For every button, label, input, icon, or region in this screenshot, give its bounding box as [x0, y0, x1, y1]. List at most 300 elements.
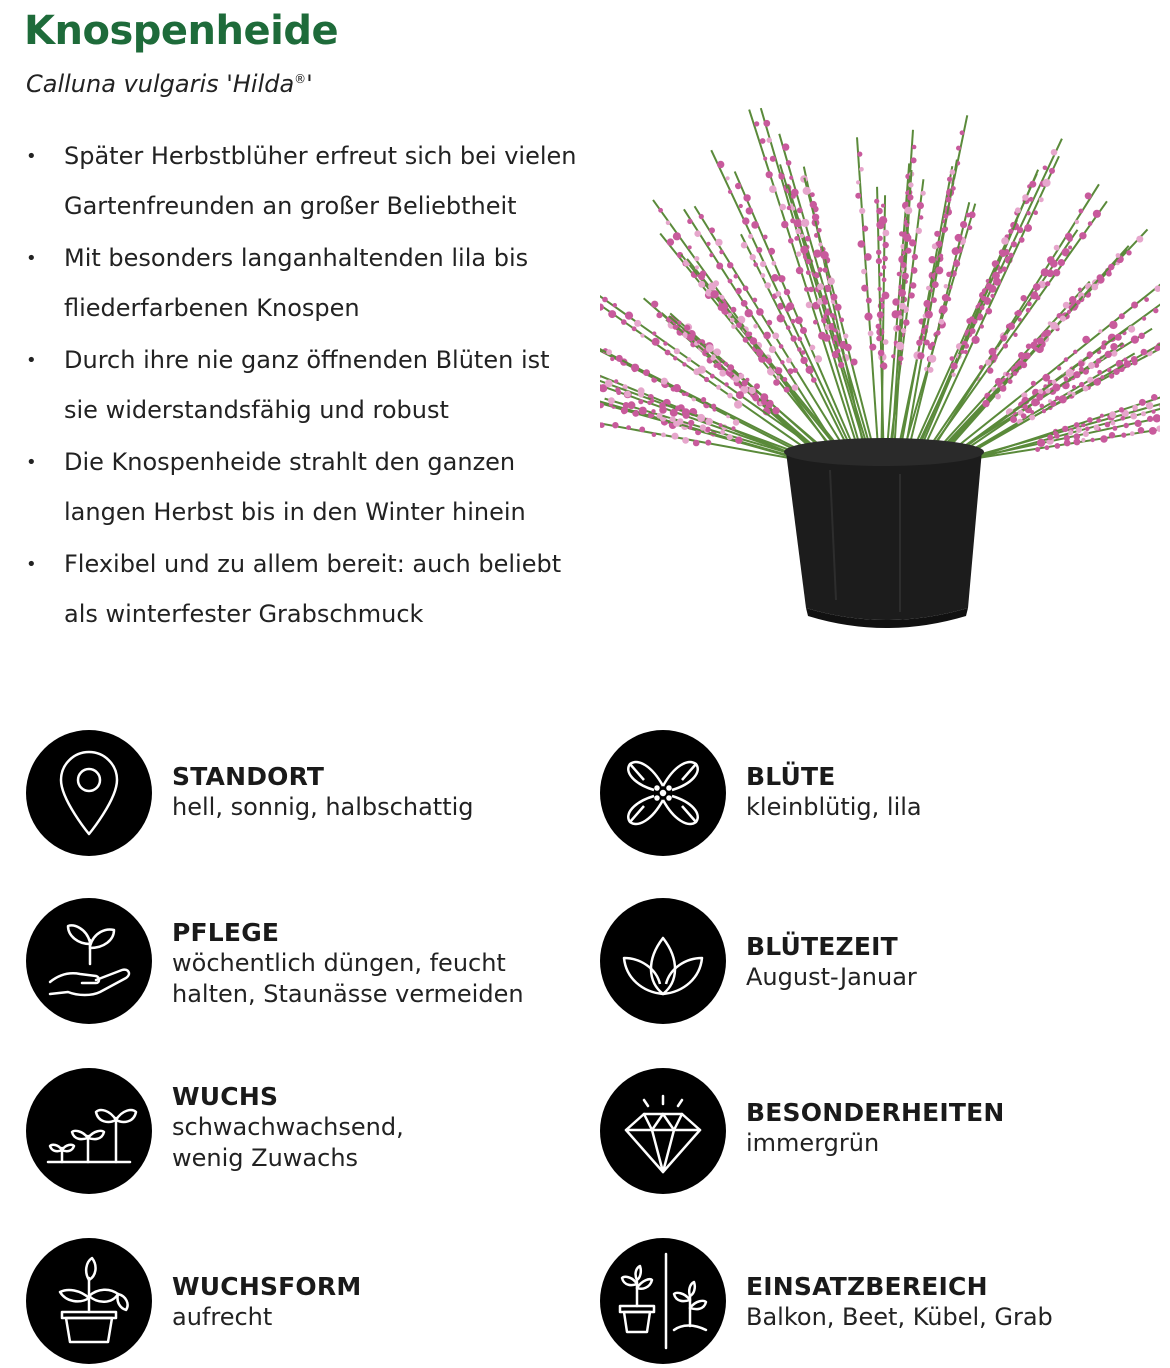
heather-bud	[836, 349, 841, 354]
heather-bud	[1001, 335, 1007, 341]
heather-bud	[673, 356, 677, 360]
heather-bud	[743, 286, 749, 292]
heather-bud	[982, 400, 989, 407]
heather-bud	[612, 422, 618, 428]
heather-bud	[903, 319, 910, 326]
heather-bud	[1121, 416, 1126, 421]
heather-bud	[1068, 430, 1073, 435]
heather-bud	[600, 304, 604, 311]
heather-bud	[786, 357, 792, 363]
heather-bud	[615, 387, 620, 392]
heather-bud	[1019, 237, 1025, 243]
heather-bud	[919, 215, 923, 219]
heather-bud	[1088, 221, 1093, 226]
heather-bud	[711, 354, 715, 358]
feature-value: hell, sonnig, halbschattig	[172, 792, 592, 823]
heather-bud	[910, 282, 916, 288]
heather-bud	[947, 177, 952, 182]
heather-bud	[1087, 417, 1093, 423]
heather-bud	[864, 253, 872, 261]
heather-bud	[876, 250, 881, 255]
feature-wuchs	[26, 1068, 586, 1198]
heather-bud	[745, 332, 751, 338]
heather-bud	[1038, 389, 1043, 394]
heather-bud	[742, 380, 748, 386]
heather-bud	[811, 377, 817, 383]
heather-bud	[1064, 357, 1069, 362]
heather-bud	[1023, 404, 1028, 409]
heather-bud	[928, 355, 936, 363]
heather-bud	[1031, 381, 1036, 386]
heather-bud	[663, 341, 667, 345]
heather-bud	[902, 273, 909, 280]
heather-bud	[1026, 211, 1030, 215]
heather-bud	[631, 364, 639, 372]
heather-bud	[1144, 297, 1149, 302]
heather-bud	[820, 251, 828, 259]
heather-bud	[728, 190, 732, 194]
heather-bud	[706, 242, 710, 246]
heather-bud	[789, 176, 793, 180]
feature-heading: BESONDERHEITEN	[746, 1098, 1166, 1128]
heather-bud	[950, 169, 956, 175]
heather-bud	[1045, 281, 1050, 286]
feature-value: wenig Zuwachs	[172, 1143, 592, 1174]
heather-bud	[939, 254, 943, 258]
heather-bud	[720, 303, 728, 311]
heather-bud	[670, 416, 676, 422]
heather-bud	[1151, 394, 1158, 401]
heather-bud	[858, 240, 866, 248]
heather-bud	[1112, 426, 1117, 431]
heather-bud	[1116, 253, 1121, 258]
heather-bud	[1015, 207, 1021, 213]
heather-bud	[966, 213, 971, 218]
heather-bud	[808, 287, 814, 293]
heather-bud	[810, 201, 817, 208]
heather-bud	[800, 327, 807, 334]
heather-bud	[643, 370, 649, 376]
heather-bud	[699, 214, 704, 219]
heather-bud	[742, 217, 749, 224]
feature-value: August-Januar	[746, 962, 1166, 993]
heather-bud	[1054, 433, 1060, 439]
bullet-item	[24, 336, 604, 435]
heather-bud	[880, 363, 885, 368]
heather-bud	[823, 334, 831, 342]
heather-bud	[1135, 420, 1142, 427]
heather-bud	[1035, 447, 1040, 452]
heather-bud	[815, 355, 823, 363]
heather-bud	[1053, 269, 1060, 276]
heather-bud	[1050, 401, 1056, 407]
heather-bud	[766, 401, 773, 408]
heather-bud	[688, 245, 692, 249]
heather-bud	[1079, 367, 1084, 372]
feature-value: aufrecht	[172, 1302, 592, 1333]
heather-bud	[993, 278, 1001, 286]
heather-bud	[1067, 310, 1071, 314]
heather-bud	[684, 325, 690, 331]
heather-bud	[1108, 264, 1114, 270]
heather-bud	[743, 194, 750, 201]
heather-bud	[909, 292, 915, 298]
heather-bud	[745, 309, 753, 317]
heather-bud	[1073, 438, 1080, 445]
heather-bud	[735, 183, 741, 189]
heather-bud	[1090, 438, 1094, 442]
heather-bud	[944, 284, 949, 289]
heather-bud	[999, 250, 1006, 257]
heather-bud	[1072, 392, 1076, 396]
heather-bud	[717, 161, 724, 168]
heather-bud	[727, 262, 733, 268]
heather-bud	[964, 350, 968, 354]
heather-bud	[1081, 438, 1085, 442]
heather-bud	[951, 186, 956, 191]
heather-bud	[936, 330, 941, 335]
heather-bud	[869, 344, 876, 351]
heather-bud	[1073, 350, 1077, 354]
heather-bud	[791, 189, 799, 197]
heather-bud	[833, 328, 837, 332]
heather-bud	[753, 324, 758, 329]
heather-bud	[661, 378, 668, 385]
heather-bud	[700, 424, 706, 430]
heather-bud	[878, 350, 885, 357]
heather-bud	[901, 262, 907, 268]
heather-bud	[897, 272, 902, 277]
heather-bud	[666, 221, 671, 226]
heather-bud	[776, 375, 780, 379]
growing-sprouts-icon	[26, 1068, 152, 1194]
heather-bud	[951, 363, 958, 370]
heather-bud	[769, 185, 777, 193]
heather-bud	[1097, 370, 1102, 375]
plant-pot	[784, 438, 984, 628]
bullet-line: Durch ihre nie ganz öffnenden Blüten ist	[64, 346, 550, 374]
heather-bud	[892, 298, 899, 305]
heather-bud	[796, 251, 801, 256]
heather-bud	[907, 194, 913, 200]
heather-bud	[639, 427, 645, 433]
heather-bud	[651, 409, 655, 413]
heather-bud	[1064, 377, 1069, 382]
feature-heading: EINSATZBEREICH	[746, 1272, 1166, 1302]
heather-bud	[1113, 368, 1120, 375]
heather-bud	[677, 418, 684, 425]
heather-bud	[1124, 360, 1131, 367]
heather-bud	[1029, 181, 1036, 188]
heather-bud	[778, 275, 785, 282]
heather-bud	[911, 157, 917, 163]
heather-bud	[632, 326, 637, 331]
heather-bud	[633, 411, 639, 417]
heather-bud	[1130, 413, 1137, 420]
heather-bud	[1062, 426, 1068, 432]
heather-bud	[756, 247, 762, 253]
heather-bud	[796, 267, 804, 275]
heather-bud	[719, 423, 723, 427]
heather-bud	[1094, 425, 1100, 431]
heather-bud	[735, 437, 742, 444]
feature-value: schwachwachsend,	[172, 1112, 592, 1143]
heather-bud	[1141, 349, 1148, 356]
heather-bud	[868, 331, 874, 337]
heather-bud	[766, 171, 773, 178]
heather-bud	[1146, 402, 1154, 410]
heather-bud	[908, 182, 913, 187]
heather-bud	[1082, 336, 1090, 344]
heather-bud	[706, 418, 713, 425]
heather-bud	[1100, 435, 1107, 442]
heather-bud	[763, 235, 768, 240]
heather-bud	[1050, 322, 1058, 330]
heather-bud	[767, 320, 773, 326]
heather-bud	[724, 382, 728, 386]
heather-bud	[784, 289, 790, 295]
heather-bud	[748, 234, 753, 239]
diamond-icon	[600, 1068, 726, 1194]
heather-bud	[688, 426, 692, 430]
heather-bud	[779, 174, 785, 180]
heather-bud	[828, 278, 835, 285]
heather-bud	[960, 221, 967, 228]
heather-bud	[616, 355, 623, 362]
heather-bud	[1109, 321, 1117, 329]
heather-bud	[777, 314, 785, 322]
heather-bud	[912, 254, 918, 260]
heather-bud	[788, 368, 794, 374]
heather-bud	[675, 405, 681, 411]
heather-bud	[1119, 407, 1124, 412]
heather-bud	[963, 341, 968, 346]
heather-bud	[878, 303, 885, 310]
heather-bud	[931, 297, 937, 303]
heather-bud	[883, 242, 889, 248]
heather-bud	[1147, 416, 1153, 422]
heather-bud	[1093, 378, 1101, 386]
heather-bud	[678, 321, 682, 325]
heather-bud	[876, 336, 882, 342]
heather-bud	[626, 425, 631, 430]
heather-bud	[606, 349, 612, 355]
heather-bud	[1075, 220, 1079, 224]
heather-bud	[1054, 443, 1060, 449]
heather-bud	[1100, 375, 1104, 379]
heather-bud	[726, 176, 730, 180]
heather-bud	[1078, 288, 1082, 292]
heather-bud	[800, 234, 804, 238]
heather-bud	[1101, 344, 1107, 350]
heather-bud	[972, 336, 980, 344]
heather-bud	[1072, 385, 1076, 389]
heather-bud	[728, 279, 733, 284]
heather-plant-image	[600, 60, 1160, 640]
heather-bud	[830, 313, 835, 318]
heather-bud	[899, 303, 906, 310]
heather-bud	[876, 258, 882, 264]
heather-bud	[874, 199, 879, 204]
heather-bud	[602, 297, 608, 303]
botanical-name-end: '	[306, 70, 313, 98]
heather-bud	[1079, 232, 1086, 239]
heather-bud	[1024, 224, 1032, 232]
heather-bud	[710, 374, 715, 379]
heather-bud	[1040, 404, 1045, 409]
heather-bud	[686, 357, 691, 362]
heather-bud	[1065, 233, 1072, 240]
heather-bud	[924, 340, 930, 346]
heather-bud	[905, 207, 913, 215]
heather-bud	[823, 299, 829, 305]
heather-bud	[1126, 250, 1131, 255]
heather-bud	[1115, 334, 1122, 341]
heather-bud	[942, 294, 949, 301]
bullet-line: fliederfarbenen Knospen	[64, 294, 360, 322]
heather-bud	[862, 226, 868, 232]
heather-bud	[1008, 379, 1013, 384]
heather-bud	[1131, 302, 1138, 309]
heather-bud	[1013, 333, 1017, 337]
feature-value: halten, Staunässe vermeiden	[172, 979, 592, 1010]
heather-bud	[936, 241, 942, 247]
heather-bud	[763, 120, 770, 127]
heather-bud	[736, 322, 742, 328]
heather-bud	[986, 308, 993, 315]
heather-bud	[704, 377, 709, 382]
heather-bud	[741, 300, 748, 307]
heather-bud	[968, 225, 973, 230]
heather-bud	[1034, 347, 1039, 352]
bullet-item	[24, 540, 604, 639]
heather-bud	[760, 138, 766, 144]
heather-bud	[876, 324, 881, 329]
heather-bud	[1119, 313, 1125, 319]
heather-bud	[792, 384, 799, 391]
heather-bud	[1153, 414, 1160, 422]
heather-bud	[876, 208, 883, 215]
heather-bud	[1059, 395, 1067, 403]
heather-bud	[1027, 302, 1032, 307]
heather-bud	[939, 319, 945, 325]
heather-bud	[750, 337, 758, 345]
heather-bud	[634, 320, 641, 327]
heather-bud	[1079, 209, 1084, 214]
heather-bud	[624, 391, 631, 398]
heather-bud	[652, 432, 657, 437]
heather-bud	[695, 265, 699, 269]
heather-bud	[980, 324, 984, 328]
heather-bud	[731, 307, 737, 313]
heather-bud	[794, 236, 799, 241]
heather-bud	[1121, 433, 1126, 438]
heather-bud	[1097, 274, 1104, 281]
heather-bud	[1022, 194, 1028, 200]
registered-mark: ®	[294, 72, 306, 86]
heather-bud	[818, 267, 823, 272]
heather-bud	[1105, 422, 1111, 428]
feature-pflege	[26, 898, 586, 1028]
heather-bud	[651, 301, 658, 308]
heather-bud	[797, 207, 803, 213]
heather-bud	[932, 281, 939, 288]
heather-bud	[1058, 259, 1065, 266]
heather-bud	[970, 328, 976, 334]
heather-bud	[639, 407, 647, 415]
heather-bud	[673, 384, 681, 392]
heather-bud	[608, 397, 615, 404]
heather-bud	[1033, 283, 1041, 291]
heather-bud	[652, 338, 660, 346]
heather-bud	[935, 266, 943, 274]
heather-bud	[1039, 197, 1044, 202]
feature-value: immergrün	[746, 1128, 1166, 1159]
lotus-icon	[600, 898, 726, 1024]
heather-bud	[780, 360, 784, 364]
heather-bud	[1008, 229, 1013, 234]
heather-bud	[985, 359, 991, 365]
heather-bud	[817, 283, 824, 290]
bullet-item	[24, 438, 604, 537]
heather-bud	[1035, 295, 1040, 300]
bullet-item	[24, 132, 604, 231]
heather-bud	[650, 399, 654, 403]
heather-bud	[739, 373, 745, 379]
heather-bud	[741, 242, 748, 249]
heather-bud	[656, 312, 662, 318]
heather-bud	[1047, 434, 1053, 440]
heather-bud	[917, 352, 924, 359]
heather-bud	[1098, 329, 1102, 333]
heather-bud	[946, 272, 951, 277]
heather-bud	[694, 230, 701, 237]
heather-bud	[1152, 410, 1156, 414]
heather-bud	[734, 400, 742, 408]
heather-bud	[1111, 421, 1116, 426]
heather-bud	[1003, 343, 1008, 348]
heather-bud	[716, 263, 723, 270]
heather-bud	[813, 250, 821, 258]
heather-bud	[1016, 310, 1022, 316]
heather-bud	[727, 393, 733, 399]
heather-bud	[941, 227, 947, 233]
heather-bud	[614, 379, 618, 383]
heather-bud	[674, 348, 680, 354]
heather-bud	[793, 368, 798, 373]
heather-bud	[1160, 402, 1161, 409]
heather-bud	[838, 362, 844, 368]
heather-bud	[682, 408, 690, 416]
heather-bud	[1085, 192, 1092, 199]
heather-bud	[625, 312, 633, 320]
heather-bud	[791, 319, 796, 324]
heather-bud	[773, 379, 780, 386]
heather-bud	[667, 238, 674, 245]
heather-bud	[652, 331, 656, 335]
heather-bud	[1078, 361, 1084, 367]
heather-bud	[766, 358, 772, 364]
heather-bud	[905, 223, 909, 227]
bullet-item	[24, 234, 604, 333]
heather-bud	[955, 234, 963, 242]
heather-bud	[943, 214, 948, 219]
heather-bud	[866, 298, 872, 304]
feature-wuchsform	[26, 1238, 586, 1368]
heather-bud	[765, 282, 771, 288]
heather-bud	[658, 208, 663, 213]
heather-bud	[879, 297, 884, 302]
